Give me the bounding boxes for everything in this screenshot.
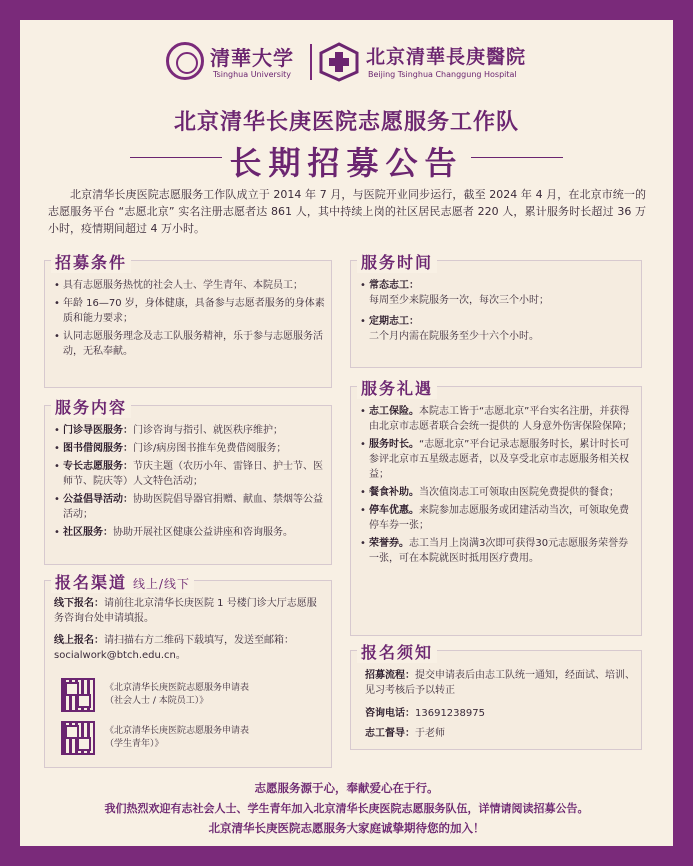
time-list: [360, 278, 636, 347]
phone-number: 13691238975: [415, 708, 485, 719]
qr-caption-student: [105, 725, 325, 751]
channels-subheading: 线上/线下: [133, 577, 191, 591]
item-title: 社区服务：: [63, 527, 113, 538]
hospital-logo-en: Beijing Tsinghua Changgung Hospital: [368, 70, 517, 79]
recruit-heading: 招募条件: [51, 250, 131, 273]
channels-section: [44, 573, 332, 768]
list-item: • 认同志愿服务理念及志工队服务精神，乐于参与志愿服务活动，无私奉献。: [54, 329, 326, 359]
online-signup: [54, 633, 326, 663]
notice-section: [350, 643, 642, 750]
list-item: [360, 437, 636, 482]
list-item: • 具有志愿服务热忱的社会人士、学生青年、本院员工；: [54, 278, 326, 293]
item-title: 荣誉券。: [369, 538, 409, 549]
item-title: • 常态志工：: [369, 280, 419, 291]
item-text: 志工当月上岗满3次即可获得30元志愿服务荣誉券一张，可在本院就医时抵用医疗费用。: [369, 538, 629, 564]
item-title: 餐食补助。: [369, 487, 419, 498]
list-item: [360, 485, 636, 500]
footer-line-3: 北京清华长庚医院志愿服务大家庭诚挚期待您的加入！: [208, 821, 485, 835]
logo-bar: [20, 42, 673, 92]
item-title: 停车优惠。: [369, 505, 419, 516]
process-label: 招募流程：: [365, 670, 415, 681]
notice-process: [365, 668, 635, 698]
footer-line-1: 志愿服务源于心，奉献爱心在于行。: [254, 781, 439, 795]
content-heading: 服务内容: [51, 395, 131, 418]
qr-caption-line: 《北京清华长庚医院志愿服务申请表: [105, 683, 250, 693]
list-item: • 年龄 16—70 岁，身体健康，具备参与志愿者服务的身体素质和能力要求；: [54, 296, 326, 326]
offline-label: 线下报名：: [54, 598, 104, 609]
item-text: 门诊/病房图书推车免费借阅服务；: [133, 443, 287, 454]
qr-caption-line: （社会人士 / 本院员工）》: [105, 696, 209, 706]
item-text: 当次值岗志工可领取由医院免费提供的餐食；: [419, 487, 619, 498]
item-title: 门诊导医服务：: [63, 425, 133, 436]
recruit-section: [44, 253, 332, 388]
qr-caption-adult: [105, 682, 325, 708]
online-label: 线上报名：: [54, 635, 104, 646]
time-heading: 服务时间: [357, 250, 437, 273]
list-item: [54, 525, 328, 540]
recruit-list: [54, 278, 326, 362]
qr-caption-line: （学生青年）》: [105, 739, 164, 749]
channels-heading: [51, 570, 194, 593]
list-item: [360, 404, 636, 434]
time-section: [350, 253, 642, 368]
offline-signup: [54, 596, 326, 626]
page-subtitle: 长期招募公告: [229, 144, 464, 182]
item-text: 本院志工皆于“志愿北京”平台实名注册，并获得由北京市志愿者联合会统一提供的 人身意外伤害保险保障；: [369, 406, 633, 432]
notice-phone: [365, 706, 635, 721]
phone-label: 咨询电话：: [365, 708, 415, 719]
notice-supervisor: [365, 726, 635, 741]
item-title: • 定期志工：: [369, 316, 419, 327]
channels-heading-text: 报名渠道: [55, 573, 128, 592]
list-item: [360, 503, 636, 533]
qr-code-adult-icon[interactable]: [61, 678, 95, 712]
notice-heading: 报名须知: [357, 640, 437, 663]
poster: [20, 20, 673, 846]
supervisor-label: 志工督导：: [365, 728, 415, 739]
title-rule-right: [471, 157, 563, 158]
item-text: 门诊咨询与指引、就医秩序维护；: [133, 425, 283, 436]
process-text: 提交申请表后由志工队统一通知，经面试、培训、见习考核后予以转正: [365, 670, 635, 696]
item-text: 每周至少来院服务一次，每次三个小时；: [369, 295, 549, 306]
item-title: 图书借阅服务：: [63, 443, 133, 454]
tsinghua-logo-en: Tsinghua University: [213, 70, 292, 79]
tsinghua-logo-text: 清華大学: [210, 46, 294, 70]
list-item: [360, 278, 636, 308]
item-title: 专长志愿服务：: [63, 461, 133, 472]
content-list: [54, 423, 328, 543]
qr-code-student-icon[interactable]: [61, 721, 95, 755]
item-text: 节庆主题（农历小年、雷锋日、护士节、医师节、院庆等）人文特色活动；: [63, 461, 323, 487]
item-title: 服务时长。: [369, 439, 419, 450]
list-item: [54, 492, 328, 522]
item-text: “志愿北京”平台记录志愿服务时长，累计时长可参评北京市五星级志愿者，以及享受北京市志愿服务相关权益；: [369, 439, 630, 480]
hospital-logo-icon: [318, 42, 360, 82]
list-item: [54, 423, 328, 438]
supervisor-name: 于老师: [415, 728, 445, 739]
hospital-logo-text: 北京清華長庚醫院: [366, 46, 527, 68]
item-text: 二个月内需在院服务至少十六个小时。: [369, 331, 539, 342]
item-text: 来院参加志愿服务或团建活动当次，可领取免费停车券一张；: [369, 505, 629, 531]
list-item: [360, 314, 636, 344]
benefits-section: [350, 379, 642, 636]
content-section: [44, 398, 332, 565]
item-text: 协助开展社区健康公益讲座和咨询服务。: [113, 527, 293, 538]
list-item: [54, 459, 328, 489]
logo-divider: [310, 44, 312, 80]
page-title: 北京清华长庚医院志愿服务工作队: [173, 110, 519, 135]
intro-paragraph: 北京清华长庚医院志愿服务工作队成立于 2014 年 7 月，与医院开业同步运行，截至 2024 年 4 月，在北京市统一的志愿服务平台 “志愿北京” 实名注册志愿者达 861 人，其中持续上岗的社区居民志愿者 220 人，累计服务时长超过 36 万小时，疫情期间超过 4 万小时。: [48, 188, 646, 235]
list-item: [360, 536, 636, 566]
item-title: 志工保险。: [369, 406, 419, 417]
qr-caption-line: 《北京清华长庚医院志愿服务申请表: [105, 726, 250, 736]
online-text: 请扫描右方二维码下载填写，发送至邮箱：socialwork@btch.edu.cn。: [54, 635, 294, 661]
item-title: 公益倡导活动：: [63, 494, 133, 505]
item-text: 协助医院倡导器官捐赠、献血、禁烟等公益活动；: [63, 494, 323, 520]
benefits-list: [360, 404, 636, 569]
benefits-heading: 服务礼遇: [357, 376, 437, 399]
footer-line-2: 我们热烈欢迎有志社会人士、学生青年加入北京清华长庚医院志愿服务队伍，详情请阅读招募公告。: [104, 802, 589, 815]
list-item: [54, 441, 328, 456]
tsinghua-seal-icon: [166, 42, 204, 80]
offline-text: 请前往北京清华长庚医院 1 号楼门诊大厅志愿服务咨询台处申请填报。: [54, 598, 317, 624]
